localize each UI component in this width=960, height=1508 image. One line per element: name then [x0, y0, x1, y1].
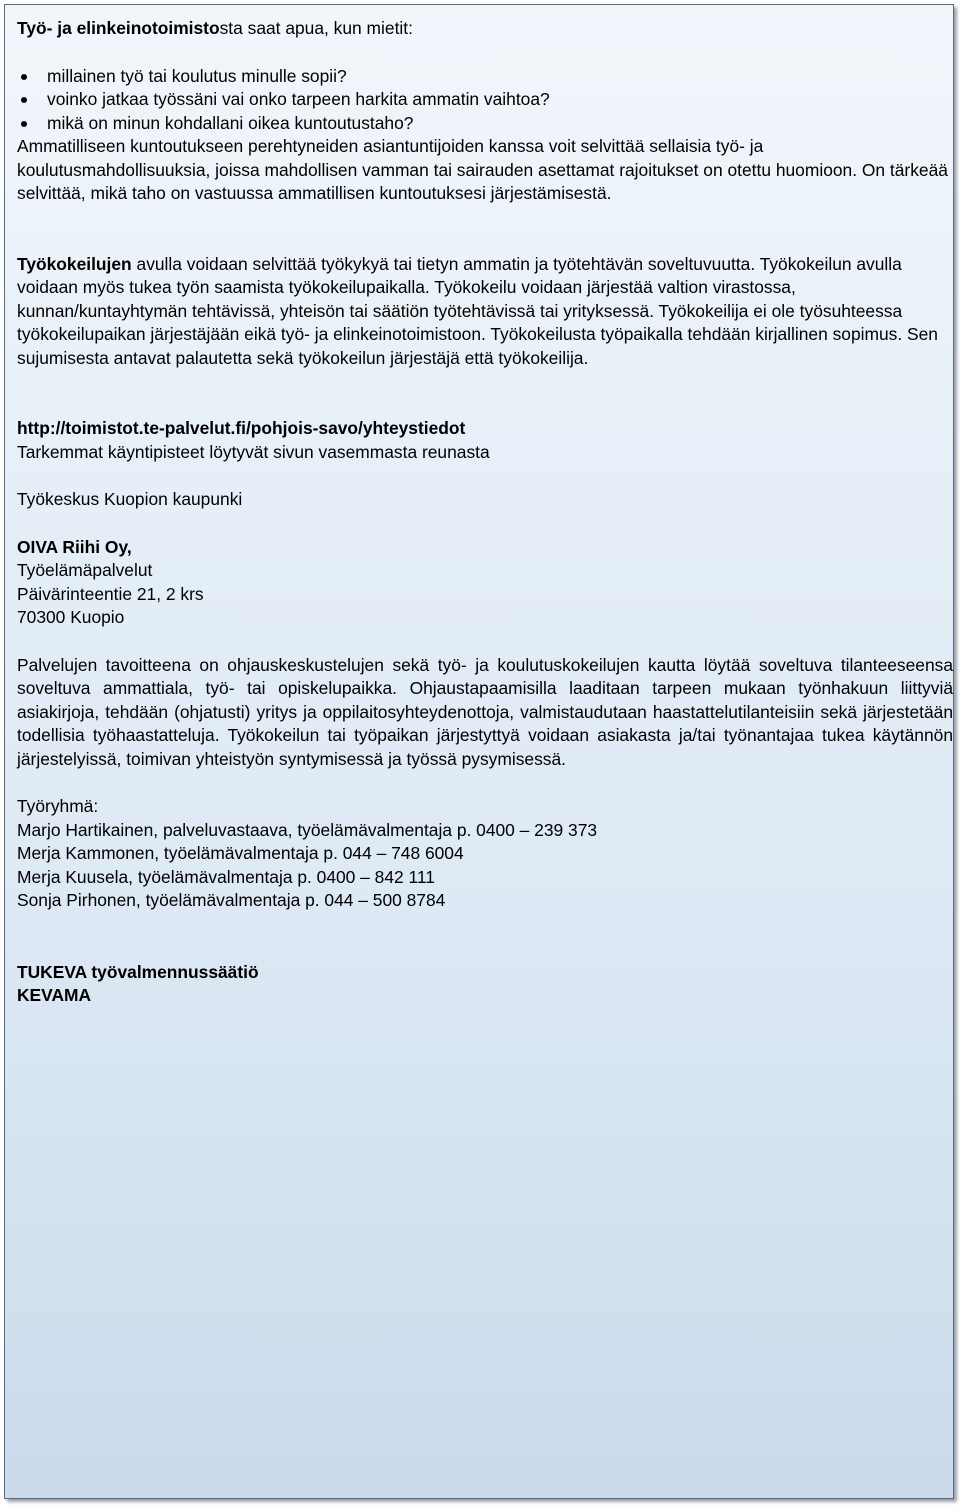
- list-item: millainen työ tai koulutus minulle sopii?: [17, 65, 953, 89]
- list-item: voinko jatkaa työssäni vai onko tarpeen harkita ammatin vaihtoa?: [17, 88, 953, 112]
- team-member: Sonja Pirhonen, työelämävalmentaja p. 044 – 500 8784: [17, 890, 446, 910]
- te-office-name: Työ- ja elinkeinotoimisto: [17, 18, 220, 38]
- content-box: [4, 4, 954, 1499]
- spacer: [17, 370, 953, 417]
- office-note: Tarkemmat käyntipisteet löytyvät sivun vasemmasta reunasta: [17, 441, 490, 462]
- team-member: Merja Kuusela, työelämävalmentaja p. 0400 – 842 111: [17, 866, 435, 887]
- spacer: [17, 464, 953, 488]
- document-content: [17, 17, 953, 1008]
- tyokeskus-name: Työkeskus Kuopion kaupunki: [17, 489, 243, 509]
- intro-heading: [17, 17, 953, 41]
- intro-paragraph: Ammatilliseen kuntoutukseen perehtyneiden asiantuntijoiden kanssa voit selvittää sellaisia työ- ja koulutusmahdollisuuksia, joissa mahdollisen vamman tai sairauden asettamat rajoitukset on otettu huomioon. On tärkeää selvittää, mikä taho on vastuussa ammatillisen kuntoutuksesi järjestämisestä.: [17, 136, 948, 203]
- intro-heading-rest: sta saat apua, kun mietit:: [219, 18, 413, 38]
- tryouts-term: Työkokeilujen: [17, 253, 132, 274]
- team-member: Merja Kammonen, työelämävalmentaja p. 044 – 748 6004: [17, 843, 464, 863]
- team-label: Työryhmä:: [17, 796, 99, 816]
- tukeva-sub: KEVAMA: [17, 985, 92, 1005]
- tryouts-text: avulla voidaan selvittää työkykyä tai tietyn ammatin ja työtehtävän soveltuvuutta. Työkokeilun avulla voidaan myös tukea työn saamista työkokeilupaikalla. Työkokeilu voidaan järjestää valtion virastossa, kunnan/kuntayhtymän tehtävissä, yhteisön tai säätiön työtehtävissä tai yrityksessä. Työkokeilija ei ole työsuhteessa työkokeilupaikan järjestäjään eikä työ- ja elinkeinotoimistoon. Työkokeilusta työpaikalla tehdään kirjallinen sopimus. Sen sujumisesta antavat palautetta sekä työkokeilun järjestäjä että työkokeilija.: [17, 253, 938, 368]
- spacer: [17, 512, 953, 536]
- spacer: [17, 41, 953, 65]
- office-link[interactable]: http://toimistot.te-palvelut.fi/pohjois-savo/yhteystiedot: [17, 418, 466, 438]
- spacer: [17, 771, 953, 795]
- oiva-description: Palvelujen tavoitteena on ohjauskeskustelujen sekä työ- ja koulutuskokeilujen kautta löytää soveltuva tilanteeseensa soveltuva ammattiala, työ- tai opiskelupaikka. Ohjaustapaamisilla laaditaan tarpeen mukaan työnhakuun liittyviä asiakirjoja, tehdään (ohjatusti) yritys ja oppilaitosyhteydenottoja, valmistaudutaan haastattelutilanteisiin sekä järjestetään todellisia työhaastatteluja. Työkokeilun tai työpaikan järjestyttyä voidaan asiakasta ja/tai työnantajaa tukea käytännön järjestelyissä, toimivan yhteistyön syntymisessä ja työssä pysymisessä.: [17, 654, 953, 769]
- oiva-city: 70300 Kuopio: [17, 607, 125, 627]
- tukeva-name: TUKEVA työvalmennussäätiö: [17, 961, 259, 982]
- oiva-unit: Työelämäpalvelut: [17, 560, 153, 580]
- tryouts-paragraph: [17, 253, 953, 371]
- spacer: [17, 206, 953, 253]
- list-item: mikä on minun kohdallani oikea kuntoutustaho?: [17, 112, 953, 136]
- spacer: [17, 913, 953, 961]
- team-member: Marjo Hartikainen, palveluvastaava, työelämävalmentaja p. 0400 – 239 373: [17, 819, 598, 840]
- oiva-street: Päivärinteentie 21, 2 krs: [17, 583, 204, 604]
- question-list: [17, 65, 953, 136]
- spacer: [17, 630, 953, 654]
- oiva-name: OIVA Riihi Oy,: [17, 536, 132, 557]
